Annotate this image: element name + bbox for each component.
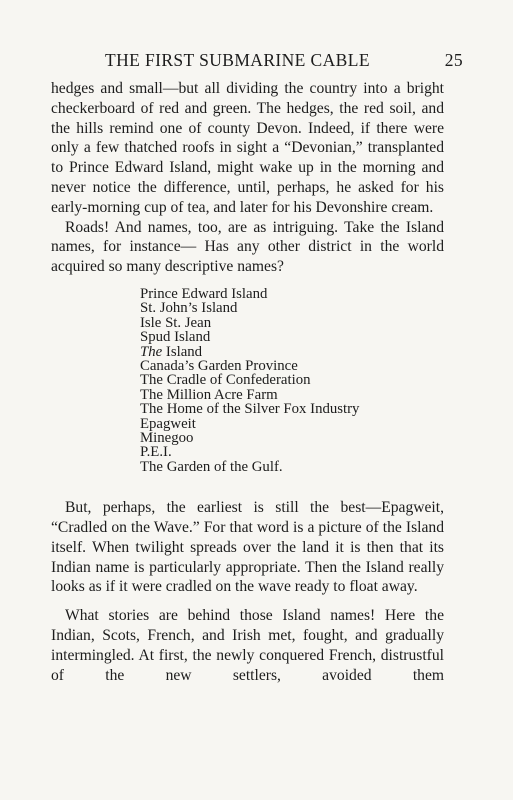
page-number: 25 xyxy=(444,50,463,70)
list-item: Prince Edward Island xyxy=(140,285,268,302)
italic-article: The xyxy=(140,343,163,360)
paragraph-epagweit: But, perhaps, the earliest is still the best—Epagweit, “Cradled on the Wave.” For that word is a picture of the Island itself. When twilight spreads over the land it is then that its Indian name is particularly appropriate. Then the Island really looks as if it were cradled on the wave ready to float away. xyxy=(51,499,444,596)
list-item: P.E.I. xyxy=(140,444,172,461)
running-head xyxy=(83,50,463,74)
paragraph-devon: hedges and small—but all dividing the country into a bright checkerboard of red and green. The hedges, the red soil, and the hills remind one of county Devon. Indeed, if there were only a few thatched roofs in sight a “Devonian,” transplanted to Prince Edward Island, might wake up in the morning and never notice the difference, until, perhaps, he asked for his early-morning cup of tea, and later for his Devonshire cream. xyxy=(51,80,444,216)
paragraph-names-intro: Roads! And names, too, are as intriguing. Take the Island names, for instance— Has any other district in the world acquired so many descriptive names? xyxy=(51,218,444,276)
list-item-the-island xyxy=(140,345,444,359)
list-item: Isle St. Jean xyxy=(140,314,212,331)
list-item: St. John’s Island xyxy=(140,300,238,317)
paragraph-stories: What stories are behind those Island names! Here the Indian, Scots, French, and Irish met, fought, and gradually intermingled. At first, the newly conquered French, distrustful of the new settlers, avoided them xyxy=(51,607,444,684)
list-item: The Cradle of Confederation xyxy=(140,372,311,389)
list-item: The Home of the Silver Fox Industry xyxy=(140,401,360,418)
list-item: Epagweit xyxy=(140,415,196,432)
island-names-list xyxy=(140,287,444,474)
running-title: THE FIRST SUBMARINE CABLE xyxy=(105,50,370,70)
list-item: The Garden of the Gulf. xyxy=(140,458,283,475)
body-text xyxy=(51,79,444,685)
list-item: Canada’s Garden Province xyxy=(140,358,298,374)
list-item: Spud Island xyxy=(140,329,211,346)
list-item: The Million Acre Farm xyxy=(140,386,278,403)
island-word: Island xyxy=(165,343,203,360)
list-item: Minegoo xyxy=(140,430,194,447)
